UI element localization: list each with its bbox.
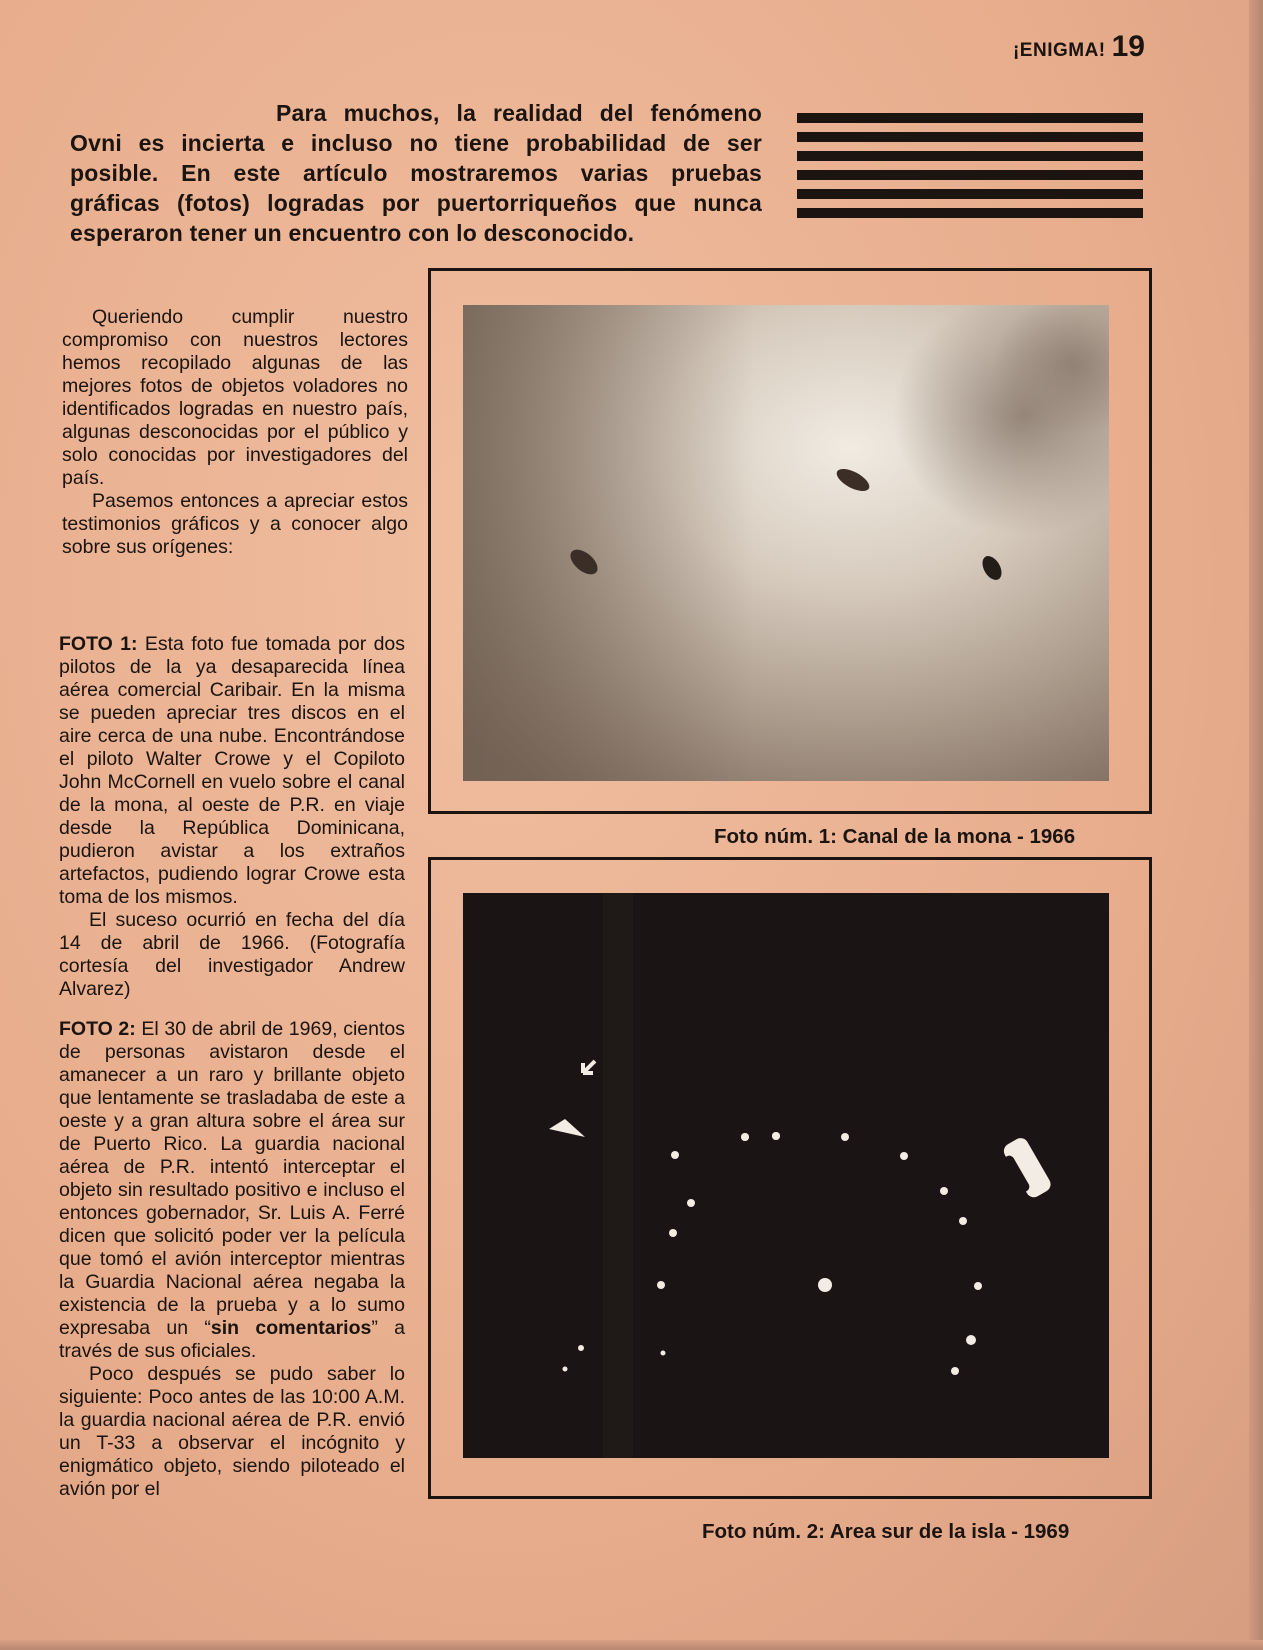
page-edge (1249, 0, 1263, 1650)
stripe (797, 113, 1143, 123)
ufo-discs-photo-icon (463, 305, 1109, 781)
page-number: 19 (1111, 30, 1145, 63)
body-paragraph: Poco después se pudo saber lo siguiente: Poco antes de las 10:00 A.M. la guardia nacional aérea de P.R. envió un T-33 a observar el incógnito y enigmático objeto, siendo piloteado el avión por el (59, 1363, 405, 1500)
foto2-label: FOTO 2: (59, 1018, 136, 1040)
photo-1-caption: Foto núm. 1: Canal de la mona - 1966 (714, 825, 1076, 848)
foto2-text-a: El 30 de abril de 1969, cientos de personas avistaron desde el amanecer a un raro y brillante objeto que lentamente se trasladaba de este a oeste y a gran altura sobre el área sur de Puerto Rico. La guardia nacional aérea de P.R. intentó interceptar el objeto sin resultado positivo e incluso el entonces gobernador, Sr. Luis A. Ferré dicen que solicitó poder ver la película que tomó el avión interceptor mientras la Guardia Nacional aérea negaba la existencia de la prueba y a lo sumo expresaba un “ (59, 1018, 406, 1339)
magazine-name: ¡ENIGMA! (1012, 40, 1106, 61)
stripe (797, 170, 1143, 180)
intro-paragraph: Para muchos, la realidad del fenómeno Ovni es incierta e incluso no tiene probabilidad de ser posible. En este artículo mostraremos varias pruebas gráficas (fotos) logradas por puertorriqueños que nunca esperaron tener un encuentro con lo desconocido. (70, 100, 762, 246)
night-lights-photo-icon (463, 893, 1109, 1458)
stripe (797, 132, 1143, 142)
foto2-quote: sin comentarios (210, 1317, 372, 1339)
foto1-date-paragraph: El suceso ocurrió en fecha del día 14 de abril de 1966. (Fotografía cortesía del investigador Andrew Alvarez) (59, 909, 405, 1000)
foto1-paragraph (59, 633, 405, 909)
stripe (797, 151, 1143, 161)
foto1-text: Esta foto fue tomada por dos pilotos de la ya desaparecida línea aérea comercial Caribair. En la misma se pueden apreciar tres discos en el aire cerca de una nube. Encontrándose el piloto Walter Crowe y el Copiloto John McCornell en vuelo sobre el canal de la mona, al oeste de P.R. en viaje desde la República Dominicana, pudieron avistar a los extraños artefactos, pudiendo lograr Crowe esta toma de los mismos. (59, 633, 406, 908)
page-edge-bottom (0, 1640, 1263, 1650)
article-body-column (59, 633, 405, 1501)
body-paragraph: Pasemos entonces a apreciar estos testimonios gráficos y a conocer algo sobre sus orígenes: (62, 490, 408, 558)
body-paragraph: Queriendo cumplir nuestro compromiso con nuestros lectores hemos recopilado algunas de las mejores fotos de objetos voladores no identificados logradas en nuestro país, algunas desconocidas por el público y solo conocidas por investigadores del país. (62, 306, 408, 489)
photo-2-caption: Foto núm. 2: Area sur de la isla - 1969 (702, 1520, 1070, 1543)
decorative-stripes (797, 113, 1143, 227)
page-header (1013, 30, 1145, 64)
article-intro-column (62, 306, 408, 559)
stripe (797, 208, 1143, 218)
foto1-label: FOTO 1: (59, 633, 138, 655)
foto2-text-b: ” a través de sus oficiales. (59, 1317, 405, 1362)
foto2-paragraph (59, 1018, 405, 1363)
stripe (797, 189, 1143, 199)
